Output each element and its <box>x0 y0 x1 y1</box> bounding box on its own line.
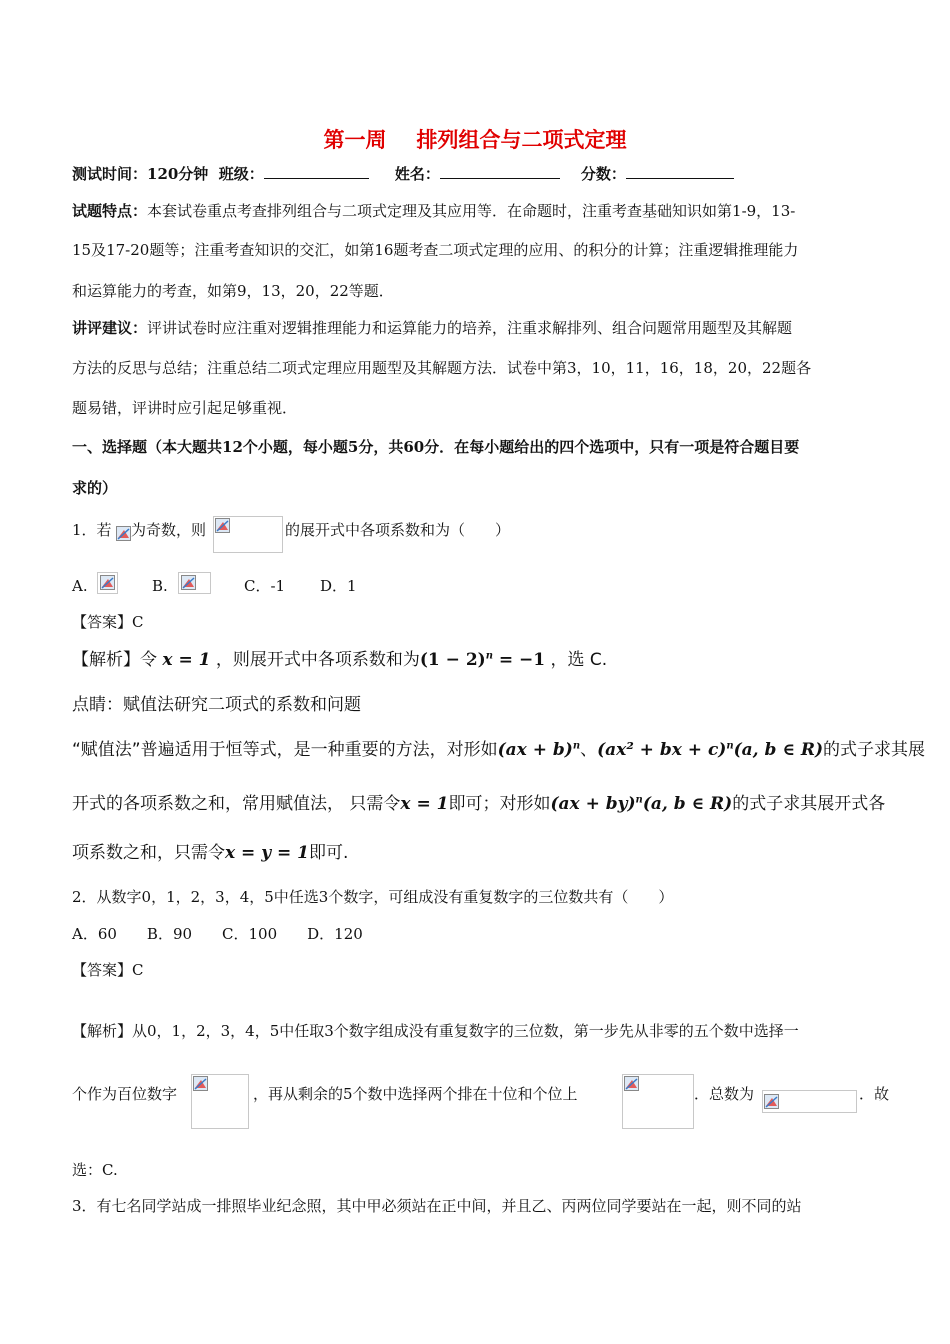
advice-line-1 <box>72 318 792 338</box>
tip-l1-exp: n <box>572 740 581 752</box>
q1-analysis-expr: (1 − 2) <box>419 650 486 670</box>
title-week: 第一周 <box>323 127 387 152</box>
q1-analysis-mid: ，则展开式中各项系数和为 <box>215 650 420 670</box>
tip-l1-expr3: (a, b ∈ R) <box>733 740 823 760</box>
score-label: 分数： <box>580 165 626 183</box>
q1-analysis-exp: n <box>485 650 493 662</box>
q1-option-b-image <box>178 572 211 594</box>
q1-mid1: 为奇数，则 <box>131 521 207 539</box>
features-label: 试题特点： <box>72 202 148 220</box>
broken-image-icon <box>100 575 115 590</box>
features-line-2: 15及17-20题等；注重考查知识的交汇，如第16题考查二项式定理的应用、的积分的计算；注重逻辑推理能力 <box>72 241 799 259</box>
tip-l1-sep: 、 <box>580 740 598 760</box>
q2-options: A．60 B．90 C．100 D．120 <box>72 925 363 943</box>
tip-line-3 <box>72 838 348 863</box>
tip-l2-x: x = 1 <box>400 794 449 814</box>
score-blank[interactable] <box>626 164 734 179</box>
q1-expression-image <box>213 516 283 553</box>
section-heading-line-1: 一、选择题（本大题共12个小题，每小题5分，共60分．在每小题给出的四个选项中，只有一项是符合题目要 <box>72 438 800 456</box>
tip-l2-expr2: (a, b ∈ R) <box>642 794 733 814</box>
advice-text-1: 评讲试卷时应注重对逻辑推理能力和运算能力的培养，注重求解排列、组合问题常用题型及其解题 <box>147 319 793 337</box>
page-title <box>0 124 950 154</box>
q1-analysis <box>72 645 607 670</box>
section-heading-line-2: 求的） <box>72 479 118 497</box>
tip-l1-expr2: (ax² + bx + c) <box>597 740 727 760</box>
q1-option-c: C．-1 <box>244 577 286 595</box>
q2-tens-units-image <box>622 1074 694 1129</box>
q2-analysis-2c: ．总数为 <box>694 1085 755 1103</box>
q1-analysis-x: x = 1 <box>162 650 211 670</box>
q3-stem: 3．有七名同学站成一排照毕业纪念照，其中甲必须站在正中间，并且乙、丙两位同学要站在一起，则不同的站 <box>72 1197 802 1215</box>
q2-analysis-line-1: 【解析】从0，1，2，3，4，5中任取3个数字组成没有重复数字的三位数，第一步先从非零的五个数中选择一 <box>72 1022 799 1040</box>
q1-option-b-label: B. <box>152 577 168 595</box>
q1-prefix: 1．若 <box>72 521 112 539</box>
name-blank[interactable] <box>440 164 560 179</box>
time-label: 测试时间：120分钟 <box>72 165 209 183</box>
tip-l3-end: 即可. <box>309 843 349 863</box>
q1-mid2: 的展开式中各项系数和为（ ） <box>285 521 511 539</box>
tip-l1-exp2: n <box>726 740 734 752</box>
q2-analysis-2d: ．故 <box>859 1085 890 1103</box>
advice-line-2: 方法的反思与总结；注重总结二项式定理应用题型及其解题方法．试卷中第3，10，11，16，18，20，22题各 <box>72 359 812 377</box>
tip-l2-end: 的式子求其展开式各 <box>732 794 886 814</box>
tip-l1-text: “赋值法”普遍适用于恒等式，是一种重要的方法，对形如 <box>72 740 498 760</box>
tip-line-1 <box>72 735 925 760</box>
q1-option-a-image <box>97 572 118 594</box>
q1-answer: 【答案】C <box>72 613 144 631</box>
features-text-1: 本套试卷重点考查排列组合与二项式定理及其应用等．在命题时，注重考查基础知识如第1-9，13- <box>147 202 796 220</box>
q2-answer: 【答案】C <box>72 961 144 979</box>
features-line-1 <box>72 201 795 221</box>
broken-image-icon <box>116 526 131 541</box>
name-label: 姓名： <box>394 165 440 183</box>
tip-l2-text: 开式的各项系数之和，常用赋值法， 只需令 <box>72 794 401 814</box>
q1-option-d: D．1 <box>320 577 357 595</box>
tip-l2-expr: (ax + by) <box>550 794 636 814</box>
broken-image-icon <box>624 1076 639 1091</box>
broken-image-icon <box>181 575 196 590</box>
advice-label: 讲评建议： <box>72 319 148 337</box>
q2-stem: 2．从数字0，1，2，3，4，5中任选3个数字，可组成没有重复数字的三位数共有（ ） <box>72 888 674 906</box>
q2-analysis-2b: ，再从剩余的5个数中选择两个排在十位和个位上 <box>253 1085 578 1103</box>
tip-l2-mid: 即可；对形如 <box>448 794 551 814</box>
tip-l1-end: 的式子求其展 <box>823 740 925 760</box>
q2-total-image <box>762 1090 857 1113</box>
q1-analysis-end: ，选 C. <box>550 650 608 670</box>
class-blank[interactable] <box>264 164 369 179</box>
class-label: 班级： <box>218 165 264 183</box>
tip-l3-x: x = y = 1 <box>225 843 310 863</box>
info-line <box>72 164 734 184</box>
tip-l3-text: 项系数之和，只需令 <box>72 843 225 863</box>
advice-line-3: 题易错，评讲时应引起足够重视． <box>72 399 298 417</box>
q2-analysis-2a: 个作为百位数字 <box>72 1085 178 1103</box>
q2-hundreds-image <box>191 1074 249 1129</box>
q1-analysis-eq: = −1 <box>492 650 546 670</box>
tip-heading: 点睛：赋值法研究二项式的系数和问题 <box>72 695 361 715</box>
title-topic: 排列组合与二项式定理 <box>416 127 627 152</box>
q1-analysis-label: 【解析】令 <box>72 650 157 670</box>
q1-option-a-label: A. <box>72 577 88 595</box>
broken-image-icon <box>215 518 230 533</box>
broken-image-icon <box>764 1094 779 1109</box>
features-line-3: 和运算能力的考查，如第9，13，20，22等题． <box>72 282 394 300</box>
tip-l1-expr1: (ax + b) <box>497 740 573 760</box>
broken-image-icon <box>193 1076 208 1091</box>
tip-line-2 <box>72 789 885 814</box>
tip-l2-exp: n <box>635 794 643 806</box>
q2-analysis-line-3: 选：C. <box>72 1161 118 1179</box>
